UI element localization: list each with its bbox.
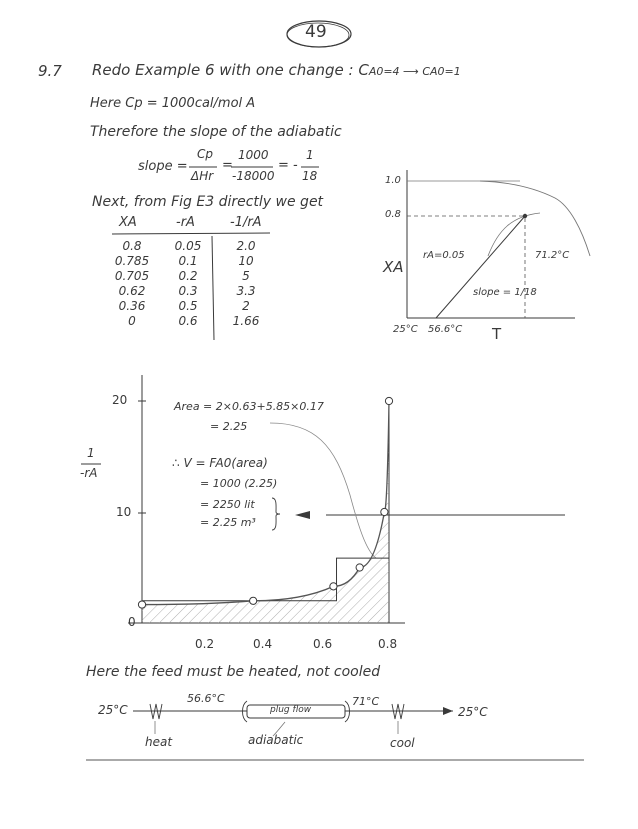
- feed-note: Here the feed must be heated, not cooled: [86, 664, 381, 680]
- slope-cp-den: ΔHr: [191, 169, 214, 183]
- volume-brace: [270, 496, 282, 532]
- big-graph-y-20: 20: [112, 393, 128, 407]
- table-header-xa: XA: [119, 215, 137, 230]
- small-graph-curve-label: rA=0.05: [423, 250, 465, 261]
- small-graph-point: [523, 214, 527, 218]
- next-line: Next, from Fig E3 directly we get: [92, 194, 324, 210]
- small-graph-adiabatic-line: [436, 216, 525, 318]
- problem-title: [92, 61, 461, 79]
- bottom-rule: [86, 758, 586, 762]
- big-graph-y-10: 10: [116, 505, 132, 519]
- big-graph-annotation-curve: [270, 423, 376, 558]
- problem-number: 9.7: [38, 62, 62, 80]
- slope-cp-num: Cp: [197, 147, 213, 161]
- table-cell: 0.5: [178, 299, 198, 313]
- slope-label: slope =: [138, 159, 188, 174]
- table-cell: 3.3: [236, 284, 256, 298]
- process-t-final: 25°C: [458, 705, 488, 719]
- data-point: [330, 583, 337, 590]
- data-point: [356, 564, 363, 571]
- data-point: [250, 597, 257, 604]
- slope-fraction-bars: [185, 164, 325, 170]
- therefore-line: Therefore the slope of the adiabatic: [90, 124, 342, 140]
- process-reactor-label: plug flow: [270, 705, 312, 715]
- volume-line-3: = 2250 lit: [200, 498, 255, 511]
- big-graph-x-tick-06: 0.6: [313, 637, 333, 651]
- data-point: [381, 508, 388, 515]
- table-col-xa: [112, 239, 152, 329]
- table-header-ra: -rA: [176, 215, 195, 230]
- table-cell: 1.66: [232, 314, 260, 328]
- page-number: 49: [305, 22, 327, 42]
- area-line-1: Area = 2×0.63+5.85×0.17: [174, 400, 324, 413]
- area-under-curve: [142, 401, 389, 623]
- big-graph-arrow: [295, 511, 310, 519]
- data-point: [138, 601, 145, 608]
- here-cp-line: Here Cp = 1000cal/mol A: [90, 96, 256, 111]
- table-cell: 0.62: [118, 284, 146, 298]
- table-cell: 0.6: [178, 314, 198, 328]
- small-graph-slope-label: slope = 1/18: [473, 287, 537, 298]
- process-t-out: 71°C: [352, 695, 380, 708]
- process-adiabatic-label: adiabatic: [248, 733, 304, 747]
- small-graph-y-tick-08: 0.8: [385, 209, 401, 220]
- table-cell: 2: [242, 299, 250, 313]
- small-graph-y-tick-10: 1.0: [385, 175, 401, 186]
- table-col-inv: [226, 239, 266, 329]
- process-cool-label: cool: [390, 736, 415, 750]
- process-arrow-out: [443, 707, 453, 715]
- small-graph-x-label: T: [492, 325, 502, 343]
- table-header-inv: -1/rA: [230, 215, 262, 230]
- problem-change-end: A0=1: [430, 65, 461, 78]
- small-graph-x-tick-566: 56.6°C: [428, 324, 463, 335]
- table-cell: 5: [242, 269, 250, 283]
- big-graph-y-0: 0: [128, 615, 136, 629]
- problem-change: A0=4 ⟶ C: [368, 65, 430, 78]
- process-t-preheat: 56.6°C: [187, 692, 225, 705]
- table-cell: 0.36: [118, 299, 146, 313]
- volume-line-4: = 2.25 m³: [200, 516, 256, 529]
- table-cell: 0.3: [178, 284, 198, 298]
- table-cell: 10: [238, 254, 254, 268]
- table-cell: 0.785: [114, 254, 150, 268]
- table-cell: 0.8: [122, 239, 142, 253]
- slope-val-num: 1000: [238, 148, 269, 162]
- volume-line-2: = 1000 (2.25): [200, 477, 278, 490]
- table-cell: 0.1: [178, 254, 198, 268]
- slope-res-num: 1: [306, 148, 314, 162]
- problem-title-text: Redo Example 6 with one change : C: [92, 61, 369, 79]
- area-line-2: = 2.25: [210, 420, 248, 433]
- big-graph-y-label-bar: [80, 462, 102, 466]
- process-heat-label: heat: [145, 735, 173, 749]
- slope-eq1: =: [222, 158, 233, 173]
- table-cell: 0.05: [174, 239, 202, 253]
- slope-eq2: = -: [278, 158, 298, 173]
- volume-line-1: ∴ V = FA0(area): [172, 456, 268, 470]
- big-graph-x-tick-04: 0.4: [253, 637, 273, 651]
- small-graph-temp-label: 71.2°C: [535, 250, 570, 261]
- big-graph-x-tick-08: 0.8: [378, 637, 398, 651]
- slope-val-den: -18000: [232, 169, 275, 183]
- big-graph-y-label-den: -rA: [80, 466, 98, 480]
- big-graph-y-label-num: 1: [87, 446, 95, 460]
- slope-res-den: 18: [302, 169, 318, 183]
- table-cell: 0: [128, 314, 136, 328]
- table-cell: 0.705: [114, 269, 150, 283]
- small-graph-y-label: XA: [383, 258, 404, 276]
- data-point: [385, 397, 392, 404]
- process-t-in: 25°C: [98, 703, 128, 717]
- table-cell: 2.0: [236, 239, 256, 253]
- table-col-ra: [168, 239, 208, 329]
- big-graph-x-tick-02: 0.2: [195, 637, 215, 651]
- small-graph-curve: [480, 181, 590, 256]
- small-graph-x-tick-25: 25°C: [393, 324, 418, 335]
- table-cell: 0.2: [178, 269, 198, 283]
